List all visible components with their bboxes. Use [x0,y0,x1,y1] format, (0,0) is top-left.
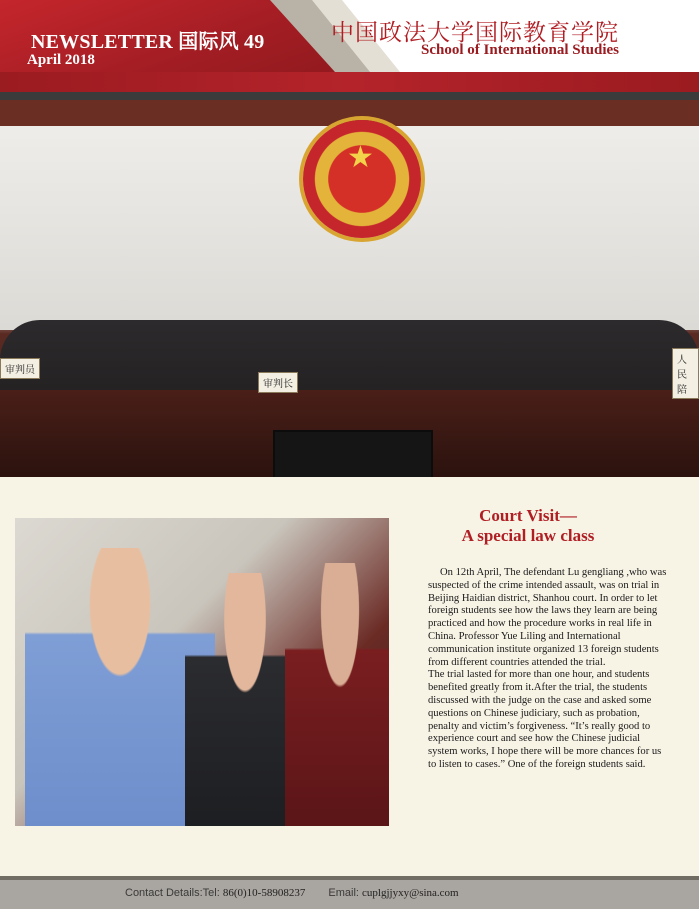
nameplate-presiding-judge: 审判长 [258,372,298,393]
article-title-line1: Court Visit— [479,506,577,525]
article-title-line2: A special law class [461,526,595,545]
nameplate-judge: 审判员 [0,358,40,379]
emblem-star-icon: ★ [347,141,374,174]
phone-number: 86(0)10-58908237 [222,887,306,899]
courtroom-group-photo [0,100,699,477]
nameplate-juror: 人民陪 [672,348,699,399]
article-title [408,506,648,546]
national-emblem [303,120,421,238]
email-label: Email: [328,887,359,899]
students-discussion-photo [15,518,389,826]
newsletter-header [0,0,699,92]
newsletter-title: NEWSLETTER 国际风 49 [31,31,265,53]
article-paragraph: The trial lasted for more than one hour, and students benefited greatly from it.After the trial, the students discussed with the judge on the case and asked some questions on Chinese judiciary, such as probation, penalty and victim’s forgiveness. “It’s really good to experience court and see how the Chinese judicial system works, I hope there will be more chances for us to listen to cases.” One of the foreign students said. [428,669,662,770]
article-paragraph: On 12th April, The defendant Lu gengliang ,who was suspected of the crime intended assault, was on trial in Beijing Haidian district, Shanhou court. In order to let foreign students see how the laws they learn are being practiced and how the procedure works in real life in China. Professor Yue Liling and International communication institute organized 13 foreign students from different countries attended the trial. [428,567,667,668]
email-address: cuplgjjyxy@sina.com [362,887,459,899]
student-figure [285,563,389,826]
school-name-english: School of International Studies [421,42,619,58]
header-band [0,72,699,92]
computer-monitor [273,430,433,477]
issue-date: April 2018 [27,52,95,68]
contact-details [125,887,479,899]
contact-label: Contact Details:Tel: [125,887,220,899]
school-name-chinese: 中国政法大学国际教育学院 [331,20,619,46]
header-divider [0,92,699,100]
contact-footer [0,876,699,909]
article-body [428,567,671,772]
